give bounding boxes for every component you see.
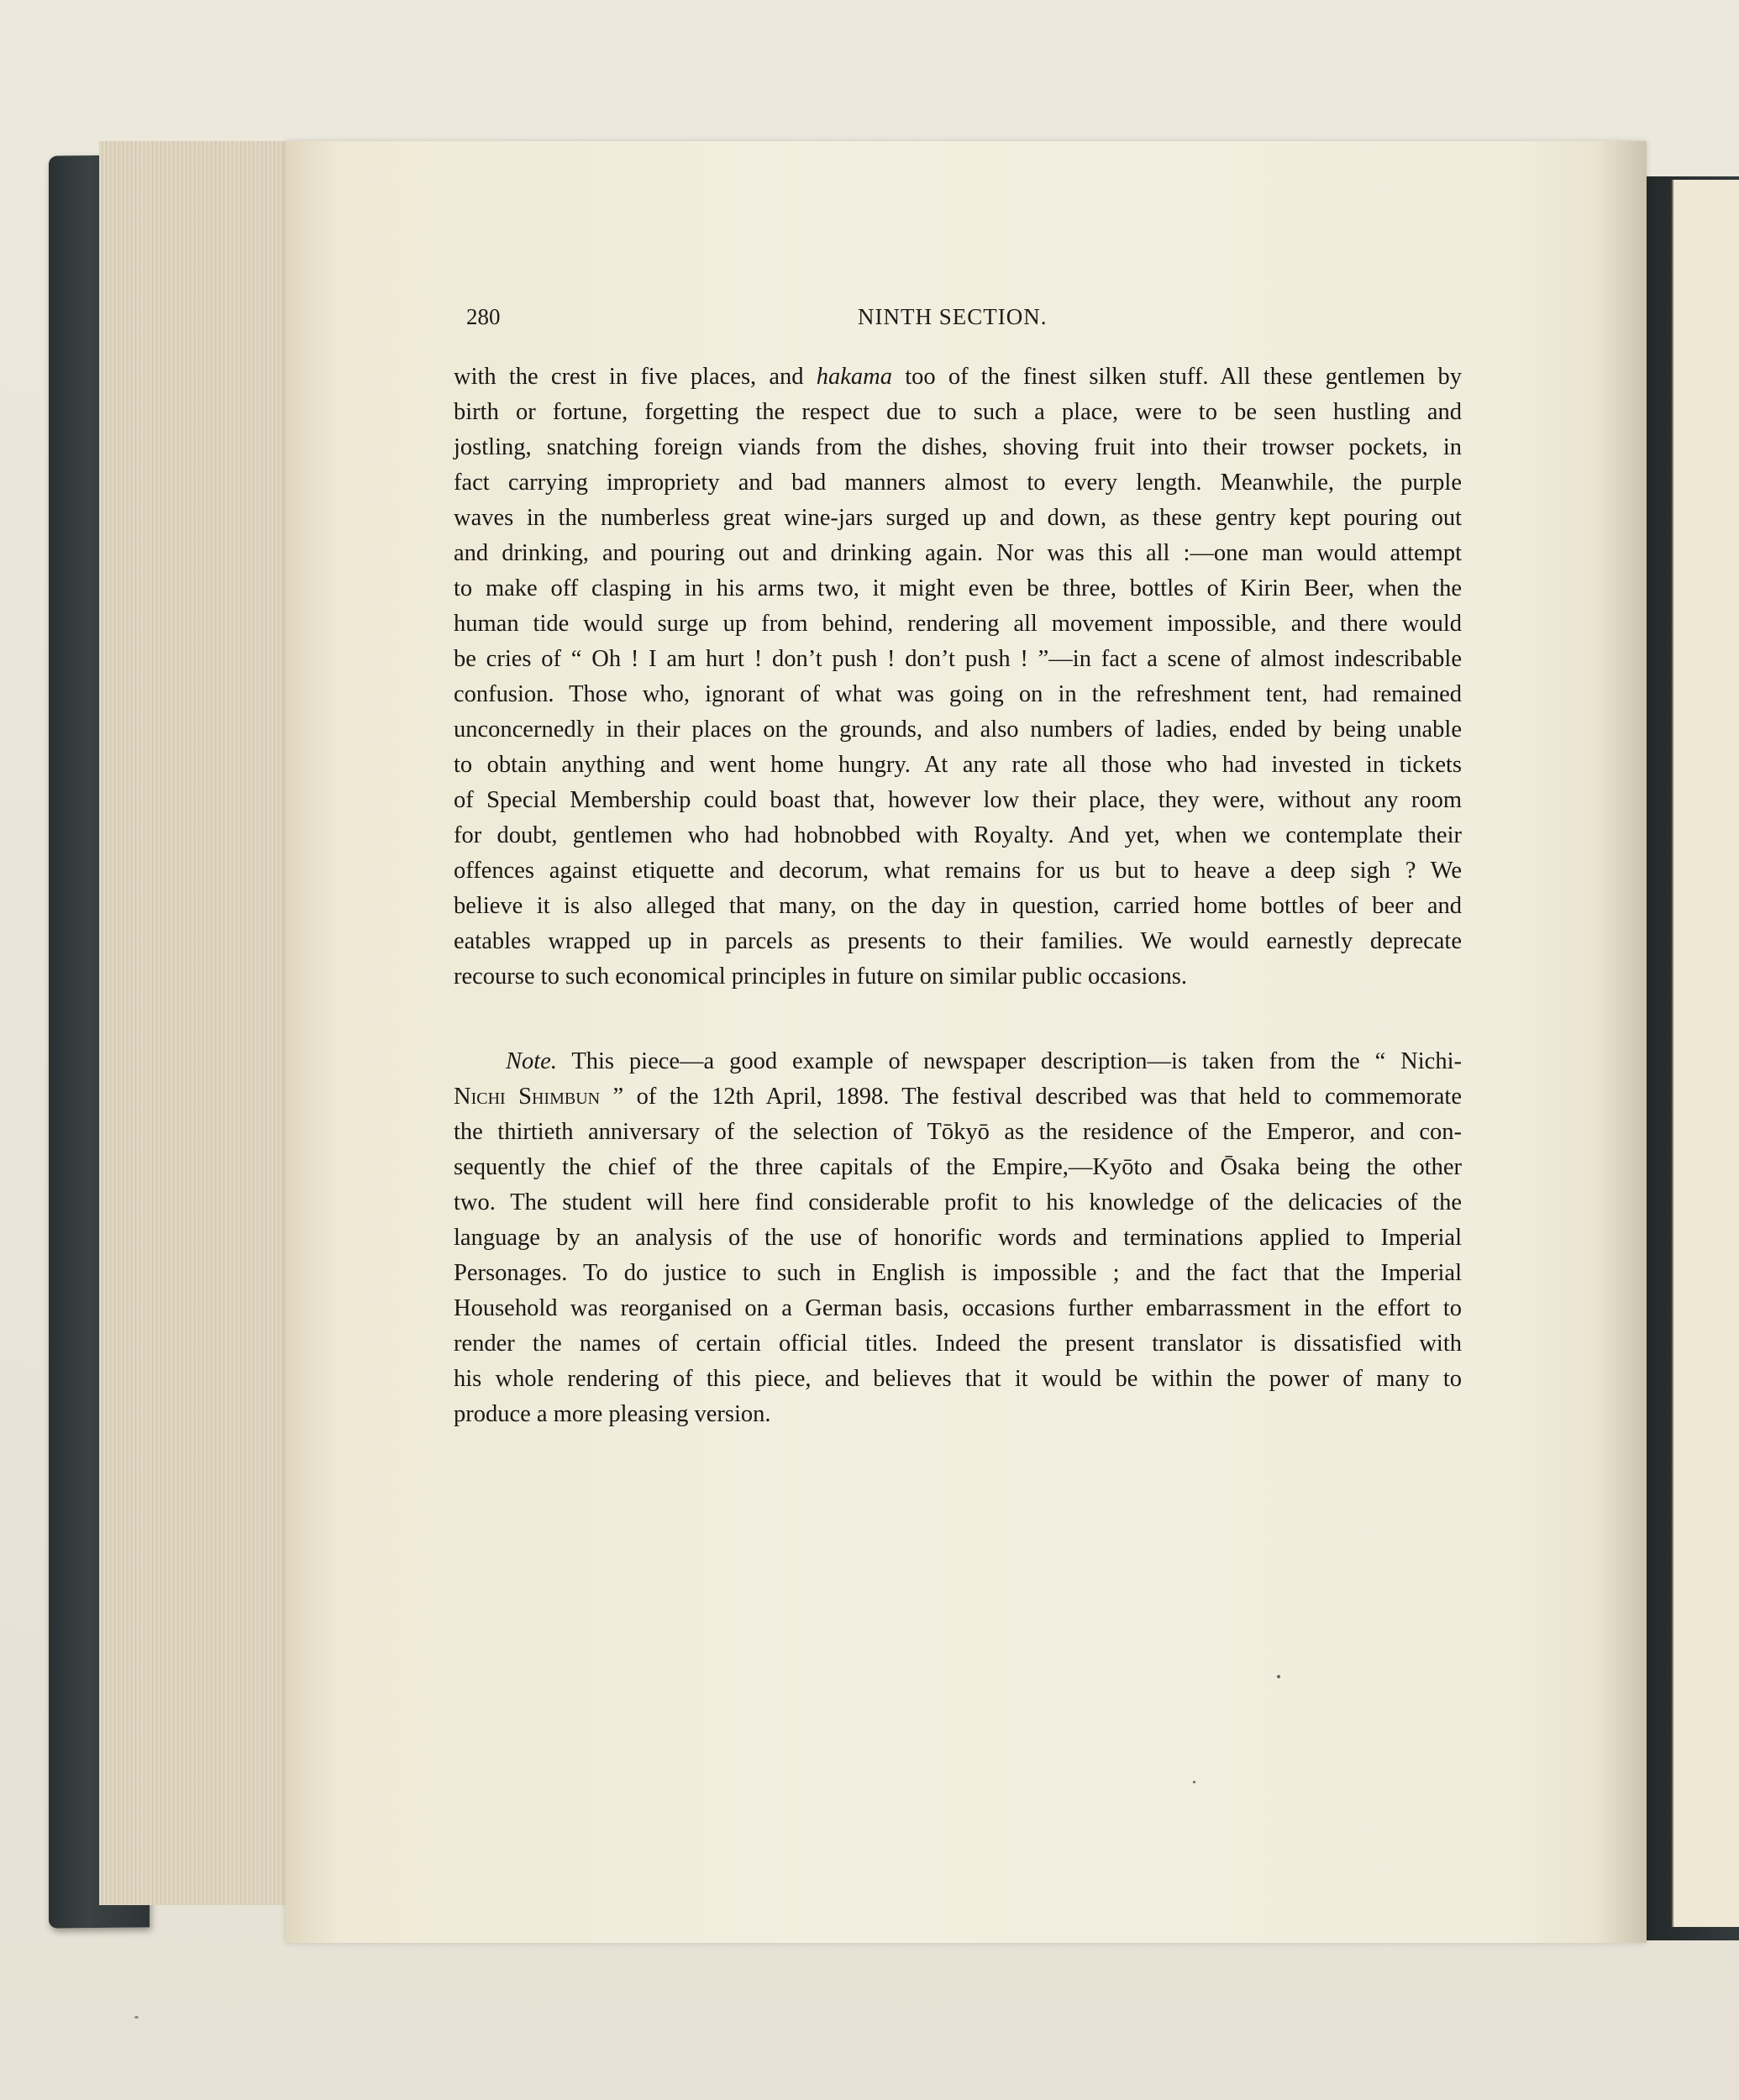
text-line: sequently the chief of the three capitals of the Empire,—Kyōto and Ōsaka being the other bbox=[454, 1154, 1462, 1180]
text-line: waves in the numberless great wine-jars surged up and down, as these gentry kept pouring out bbox=[454, 505, 1462, 531]
text-line: render the names of certain official titles. Indeed the present translator is dissatisfied with bbox=[454, 1331, 1462, 1357]
text-line: his whole rendering of this piece, and believes that it would be within the power of many to bbox=[454, 1366, 1462, 1392]
facing-page-edge bbox=[1672, 180, 1739, 1927]
page-block-edges bbox=[99, 141, 293, 1905]
text-segment: with the crest in five places, and bbox=[454, 364, 817, 390]
text-line: unconcernedly in their places on the grounds, and also numbers of ladies, ended by being unable bbox=[454, 717, 1462, 743]
section-title: NINTH SECTION. bbox=[858, 304, 1048, 329]
text-line bbox=[454, 1044, 1462, 1079]
text-segment: too of the finest silken stuff. All these gentlemen by bbox=[892, 364, 1462, 390]
text-segment: This piece—a good example of newspaper description—is taken from the “ Nichi- bbox=[556, 1048, 1462, 1074]
text-line bbox=[454, 360, 1462, 395]
note-label: Note. bbox=[506, 1048, 557, 1074]
page-number: 280 bbox=[466, 304, 501, 329]
text-line: offences against etiquette and decorum, what remains for us but to heave a deep sigh ? We bbox=[454, 858, 1462, 884]
text-line: to make off clasping in his arms two, it might even be three, bottles of Kirin Beer, when the bbox=[454, 575, 1462, 601]
text-line: Personages. To do justice to such in English is impossible ; and the fact that the Imperial bbox=[454, 1260, 1462, 1286]
text-line: fact carrying impropriety and bad manners almost to every length. Meanwhile, the purple bbox=[454, 470, 1462, 496]
text-segment: ” of the 12th April, 1898. The festival described was that held to commemorate bbox=[600, 1084, 1462, 1110]
text-line: birth or fortune, forgetting the respect due to such a place, were to be seen hustling and bbox=[454, 399, 1462, 425]
text-line: of Special Membership could boast that, however low their place, they were, without any room bbox=[454, 787, 1462, 813]
paper-speck bbox=[1193, 1781, 1195, 1783]
paper-speck bbox=[1277, 1675, 1280, 1678]
text-line: two. The student will here find considerable profit to his knowledge of the delicacies of the bbox=[454, 1189, 1462, 1215]
text-line: be cries of “ Oh ! I am hurt ! don’t push ! don’t push ! ”—in fact a scene of almost indescribable bbox=[454, 646, 1462, 672]
running-head bbox=[466, 304, 1466, 338]
paragraph-main bbox=[454, 360, 1462, 995]
text-line: believe it is also alleged that many, on the day in question, carried home bottles of beer and bbox=[454, 893, 1462, 919]
text-line: the thirtieth anniversary of the selection of Tōkyō as the residence of the Emperor, and con- bbox=[454, 1119, 1462, 1145]
text-line: produce a more pleasing version. bbox=[454, 1401, 771, 1427]
text-line: to obtain anything and went home hungry. At any rate all those who had invested in tickets bbox=[454, 752, 1462, 778]
paper-speck bbox=[134, 2016, 139, 2019]
gutter-shadow bbox=[1596, 141, 1647, 1943]
text-line: Household was reorganised on a German basis, occasions further embarrassment in the effort to bbox=[454, 1295, 1462, 1321]
text-line: confusion. Those who, ignorant of what was going on in the refreshment tent, had remained bbox=[454, 681, 1462, 707]
text-line bbox=[454, 1079, 1462, 1115]
text-line: for doubt, gentlemen who had hobnobbed with Royalty. And yet, when we contemplate their bbox=[454, 822, 1462, 848]
newspaper-name: Nichi Shimbun bbox=[454, 1084, 601, 1110]
text-line: and drinking, and pouring out and drinking again. Nor was this all :—one man would attempt bbox=[454, 540, 1462, 566]
text-line: eatables wrapped up in parcels as presents to their families. We would earnestly deprecate bbox=[454, 928, 1462, 954]
text-line: human tide would surge up from behind, rendering all movement impossible, and there would bbox=[454, 611, 1462, 637]
italic-term: hakama bbox=[816, 364, 892, 390]
paragraph-note bbox=[454, 1044, 1462, 1432]
text-line: language by an analysis of the use of honorific words and terminations applied to Imperial bbox=[454, 1225, 1462, 1251]
text-line: recourse to such economical principles in future on similar public occasions. bbox=[454, 963, 1187, 990]
text-line: jostling, snatching foreign viands from the dishes, shoving fruit into their trowser pockets, in bbox=[454, 434, 1462, 460]
